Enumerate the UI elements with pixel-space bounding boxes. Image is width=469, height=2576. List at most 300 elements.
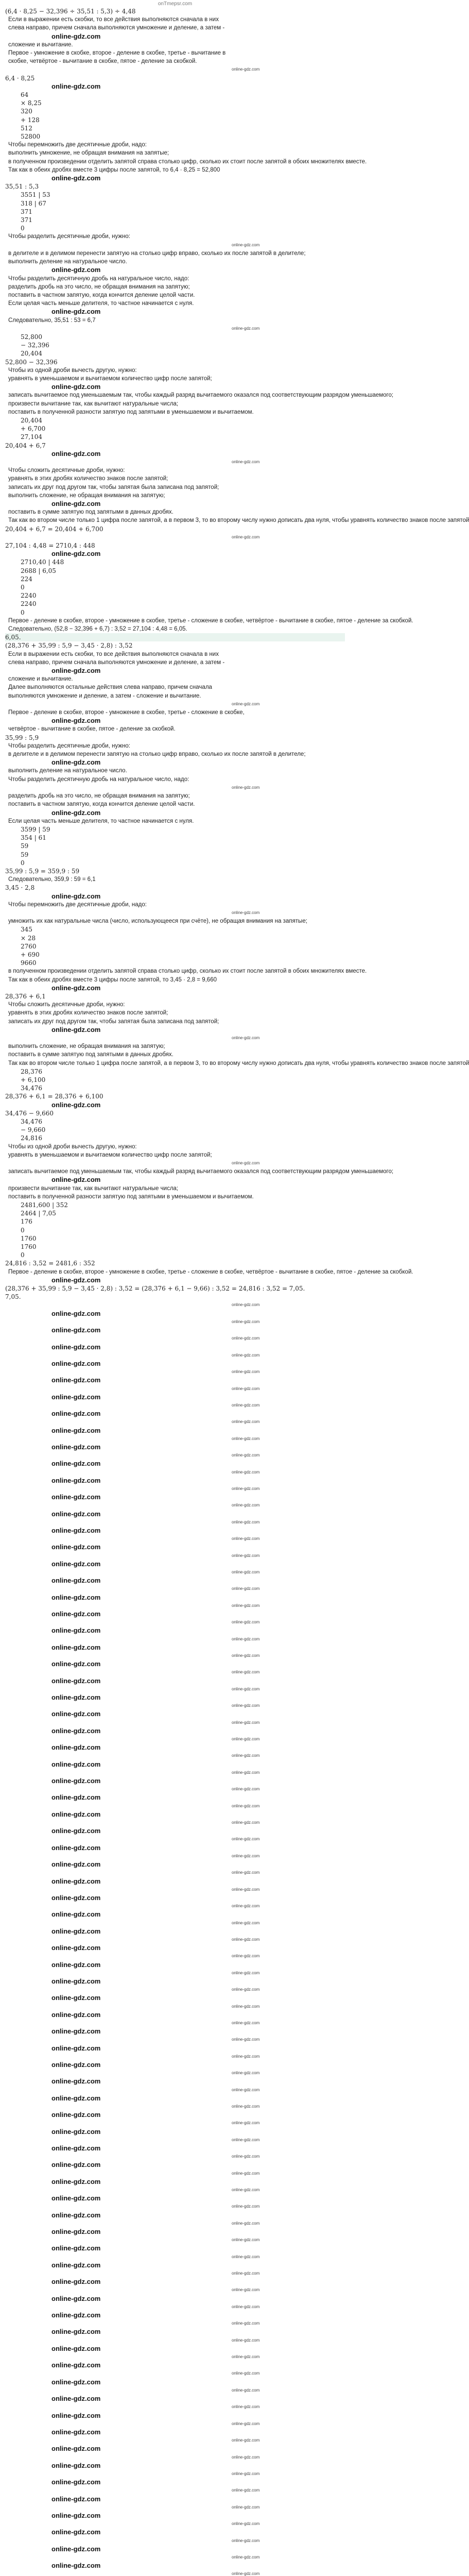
- watermark: online-gdz.com: [51, 1760, 101, 1768]
- watermark: online-gdz.com: [51, 984, 101, 992]
- calc-line: 64: [21, 91, 29, 99]
- watermark: online-gdz.com: [51, 2344, 101, 2352]
- watermark: online-gdz.com: [51, 266, 101, 274]
- watermark: online-gdz.com: [51, 2194, 101, 2202]
- watermark: online-gdz.com: [232, 1486, 260, 1491]
- watermark: online-gdz.com: [232, 785, 260, 790]
- watermark: online-gdz.com: [232, 2371, 260, 2376]
- watermark: online-gdz.com: [51, 550, 101, 558]
- watermark: online-gdz.com: [51, 2328, 101, 2336]
- watermark: online-gdz.com: [232, 2071, 260, 2076]
- step-text: выполнить сложение, не обращая внимания на запятую;: [8, 1043, 165, 1050]
- watermark: online-gdz.com: [232, 2287, 260, 2293]
- step-text: Далее выполняются остальные действия слева направо, причем сначала: [8, 684, 212, 691]
- watermark: online-gdz.com: [51, 1726, 101, 1735]
- calc-line: 3551 | 53: [21, 191, 50, 199]
- watermark: online-gdz.com: [51, 1493, 101, 1501]
- step-text: Если в выражении есть скобки, то все действия выполняются сначала в них: [8, 651, 219, 657]
- calc-line: 34,476: [21, 1084, 42, 1092]
- solution-content: [5, 7, 469, 2576]
- calc-line: 354 | 61: [21, 834, 46, 842]
- watermark: online-gdz.com: [232, 2054, 260, 2059]
- watermark: online-gdz.com: [232, 2571, 260, 2576]
- calc-line: − 9,660: [21, 1126, 46, 1134]
- step-text: выполнить сложение, не обращая внимания на запятую;: [8, 492, 165, 499]
- calc-line: 24,816: [21, 1134, 42, 1142]
- watermark: online-gdz.com: [51, 1276, 101, 1284]
- watermark: online-gdz.com: [232, 2321, 260, 2326]
- calc-line: 2760: [21, 942, 37, 950]
- step-text: в полученном произведении отделить запятой справа столько цифр, сколько их стоит после запятой в обоих множителях вместе.: [8, 158, 367, 165]
- calc-line: 176: [21, 1218, 32, 1226]
- watermark: online-gdz.com: [232, 1670, 260, 1675]
- watermark: online-gdz.com: [232, 1586, 260, 1591]
- watermark: online-gdz.com: [232, 534, 260, 539]
- watermark: online-gdz.com: [51, 2511, 101, 2519]
- step-text: записать вычитаемое под уменьшаемым так, чтобы каждый разряд вычитаемого оказался под соответствующим разрядом уменьшаемого;: [8, 392, 394, 399]
- watermark: online-gdz.com: [232, 1970, 260, 1975]
- watermark: online-gdz.com: [51, 2027, 101, 2036]
- step-text: (28,376 + 35,99 : 5,9 − 3,45 · 2,8) : 3,52: [5, 642, 133, 650]
- watermark: online-gdz.com: [51, 1526, 101, 1534]
- step-text: 24,816 : 3,52 = 2481,6 : 352: [5, 1260, 95, 1267]
- step-text: 3,45 · 2,8: [5, 884, 35, 892]
- watermark: online-gdz.com: [51, 1460, 101, 1468]
- step-text: Так как во втором числе только 1 цифра после запятой, а в первом 3, то во второму числу нужно дописать два нуля, чтобы уравнять количество знаков после запятой: [8, 1060, 469, 1066]
- watermark: online-gdz.com: [51, 1577, 101, 1585]
- watermark: online-gdz.com: [51, 2495, 101, 2503]
- watermark: online-gdz.com: [51, 1176, 101, 1184]
- watermark: online-gdz.com: [232, 1703, 260, 1708]
- step-text: 27,104 : 4,48 = 2710,4 : 448: [5, 542, 95, 549]
- step-text: 28,376 + 6,1: [5, 992, 46, 1000]
- watermark: online-gdz.com: [232, 1402, 260, 1408]
- step-text: выполнить деление на натуральное число.: [8, 768, 127, 774]
- calc-line: 318 | 67: [21, 199, 46, 207]
- watermark: online-gdz.com: [51, 2094, 101, 2102]
- calc-line: 371: [21, 208, 32, 215]
- calc-line: 2464 | 7,05: [21, 1210, 56, 1217]
- watermark: online-gdz.com: [232, 1319, 260, 1324]
- watermark: online-gdz.com: [51, 2294, 101, 2302]
- watermark: online-gdz.com: [51, 1977, 101, 1985]
- watermark: online-gdz.com: [51, 2127, 101, 2136]
- calc-line: 3599 | 59: [21, 825, 50, 833]
- step-text: Если в выражении есть скобки, то все действия выполняются сначала в них: [8, 16, 219, 23]
- step-text: Чтобы перемножить две десятичные дроби, надо:: [8, 142, 147, 148]
- watermark: online-gdz.com: [51, 1393, 101, 1401]
- watermark: online-gdz.com: [232, 2304, 260, 2309]
- watermark: online-gdz.com: [232, 1369, 260, 1375]
- watermark: online-gdz.com: [51, 1893, 101, 1902]
- watermark: online-gdz.com: [232, 1737, 260, 1742]
- step-text: Если целая часть меньше делителя, то частное начинается с нуля.: [8, 818, 194, 824]
- watermark: online-gdz.com: [232, 701, 260, 706]
- watermark: online-gdz.com: [232, 2238, 260, 2243]
- watermark: online-gdz.com: [232, 1469, 260, 1475]
- step-text: (6,4 · 8,25 − 32,396 ÷ 35,51 : 5,3) ÷ 4,48: [5, 8, 136, 15]
- watermark: online-gdz.com: [232, 1920, 260, 1925]
- step-text: Чтобы разделить десятичные дроби, нужно:: [8, 742, 130, 749]
- calc-line: 34,476: [21, 1118, 42, 1126]
- watermark: online-gdz.com: [51, 1827, 101, 1835]
- step-text: Первое - умножение в скобке, второе - деление в скобке, третье - вычитание в: [8, 50, 226, 57]
- watermark: online-gdz.com: [51, 308, 101, 316]
- calc-line: 0: [21, 608, 25, 616]
- watermark: online-gdz.com: [51, 1100, 101, 1109]
- watermark: online-gdz.com: [51, 1626, 101, 1635]
- watermark: online-gdz.com: [51, 1994, 101, 2002]
- watermark: online-gdz.com: [232, 1386, 260, 1391]
- watermark: online-gdz.com: [232, 1653, 260, 1658]
- watermark: online-gdz.com: [51, 1810, 101, 1818]
- watermark: online-gdz.com: [232, 1536, 260, 1541]
- watermark: online-gdz.com: [232, 2087, 260, 2092]
- watermark: online-gdz.com: [232, 2471, 260, 2476]
- watermark: online-gdz.com: [232, 1569, 260, 1574]
- watermark: online-gdz.com: [51, 1660, 101, 1668]
- watermark: online-gdz.com: [232, 1870, 260, 1875]
- watermark: online-gdz.com: [232, 2554, 260, 2560]
- watermark: online-gdz.com: [51, 1410, 101, 1418]
- watermark: online-gdz.com: [51, 2361, 101, 2369]
- watermark: online-gdz.com: [232, 2421, 260, 2426]
- watermark: online-gdz.com: [51, 1777, 101, 1785]
- watermark: online-gdz.com: [232, 1035, 260, 1040]
- watermark: online-gdz.com: [51, 2144, 101, 2152]
- calc-line: 1760: [21, 1243, 37, 1251]
- step-text: выполнить деление на натуральное число.: [8, 259, 127, 265]
- watermark: online-gdz.com: [232, 1636, 260, 1641]
- step-text: Первое - деление в скобке, второе - умножение в скобке, третье - сложение в скобке,: [8, 709, 245, 716]
- step-text: поставить в полученной разности запятую под запятыми в уменьшаемом и вычитаемом.: [8, 409, 254, 415]
- watermark: online-gdz.com: [51, 1676, 101, 1685]
- calc-line: 27,104: [21, 433, 42, 441]
- watermark: online-gdz.com: [51, 2111, 101, 2119]
- step-text: Чтобы из одной дроби вычесть другую, нужно:: [8, 367, 137, 374]
- step-text: Чтобы перемножить две десятичные дроби, надо:: [8, 901, 147, 908]
- calc-line: 320: [21, 108, 32, 115]
- step-text: Так как в обеих дробях вместе 3 цифры после запятой, то 6,4 · 8,25 = 52,800: [8, 166, 220, 173]
- step-text: Чтобы разделить десятичную дробь на натуральное число, надо:: [8, 275, 189, 282]
- watermark: online-gdz.com: [232, 2454, 260, 2460]
- step-text: Так как в обеих дробях вместе 3 цифры после запятой, то 3,45 · 2,8 = 9,660: [8, 976, 217, 983]
- watermark: online-gdz.com: [232, 242, 260, 247]
- watermark: online-gdz.com: [232, 67, 260, 72]
- step-text: Следовательно, 35,51 : 53 = 6,7: [8, 317, 96, 324]
- watermark: online-gdz.com: [51, 2545, 101, 2553]
- watermark: online-gdz.com: [232, 1853, 260, 1858]
- watermark: online-gdz.com: [232, 326, 260, 331]
- step-text: Первое - деление в скобке, второе - умножение в скобке, третье - сложение в скобке, четвёртое - вычитание в скобке, пятое - деление за скобкой.: [8, 1268, 413, 1275]
- watermark: online-gdz.com: [51, 2177, 101, 2185]
- watermark: online-gdz.com: [51, 174, 101, 182]
- step-text: произвести вычитание так, как вычитают натуральные числа;: [8, 400, 179, 407]
- calc-line: + 6,700: [21, 425, 46, 433]
- watermark: online-gdz.com: [51, 1025, 101, 1033]
- watermark: online-gdz.com: [232, 1503, 260, 1508]
- watermark: online-gdz.com: [51, 1793, 101, 1802]
- watermark: online-gdz.com: [51, 2278, 101, 2286]
- calc-line: 2688 | 6,05: [21, 567, 56, 574]
- step-text: в полученном произведении отделить запятой справа столько цифр, сколько их стоит после запятой в обоих множителях вместе.: [8, 968, 367, 975]
- calc-line: − 32,396: [21, 342, 49, 349]
- step-text: поставить в полученной разности запятую под запятыми в уменьшаемом и вычитаемом.: [8, 1193, 254, 1200]
- watermark: online-gdz.com: [51, 1543, 101, 1551]
- step-text: умножить их как натуральные числа (число, использующееся при счёте), не обращая внимания на запятые;: [8, 918, 307, 925]
- watermark: online-gdz.com: [232, 1620, 260, 1625]
- watermark: online-gdz.com: [51, 2311, 101, 2319]
- step-text: уравнять в уменьшаемом и вычитаемом количество цифр после запятой;: [8, 1151, 212, 1158]
- step-text: Так как во втором числе только 1 цифра после запятой, а в первом 3, то во второму числу нужно дописать два нуля, чтобы уравнять количество знаков после запятой: [8, 517, 469, 524]
- site-header: onTmepsr.com: [158, 1, 193, 7]
- step-text: четвёртое - вычитание в скобке, пятое - деление за скобкой.: [8, 726, 176, 733]
- calc-line: + 690: [21, 951, 40, 958]
- step-text: слева направо, причем сначала выполняются умножение и деление, а затем -: [8, 25, 225, 31]
- step-text: выполняются умножение и деление, а затем - сложение и вычитание.: [8, 692, 201, 699]
- step-text: 35,99 : 5,9 = 359,9 : 59: [5, 867, 80, 875]
- watermark: online-gdz.com: [51, 2478, 101, 2486]
- calc-line: + 6,100: [21, 1076, 46, 1083]
- watermark: online-gdz.com: [232, 2204, 260, 2209]
- step-text: 20,404 + 6,7 = 20,404 + 6,700: [5, 525, 103, 533]
- watermark: online-gdz.com: [232, 1553, 260, 1558]
- watermark: online-gdz.com: [51, 1326, 101, 1334]
- watermark: online-gdz.com: [51, 1960, 101, 1969]
- watermark: online-gdz.com: [51, 1860, 101, 1869]
- step-text: Если целая часть меньше делителя, то частное начинается с нуля.: [8, 300, 194, 307]
- watermark: online-gdz.com: [232, 2404, 260, 2410]
- calc-line: 52800: [21, 133, 41, 141]
- watermark: online-gdz.com: [232, 1787, 260, 1792]
- watermark: online-gdz.com: [51, 2395, 101, 2403]
- step-text: поставить в частном запятую, когда кончится деление целой части.: [8, 801, 195, 808]
- watermark: online-gdz.com: [51, 2044, 101, 2052]
- calc-line: 0: [21, 225, 25, 232]
- calc-line: 59: [21, 842, 29, 850]
- watermark: online-gdz.com: [51, 2211, 101, 2219]
- calc-line: 0: [21, 584, 25, 591]
- watermark: online-gdz.com: [51, 1910, 101, 1919]
- watermark: online-gdz.com: [51, 1376, 101, 1384]
- step-text: произвести вычитание так, как вычитают натуральные числа;: [8, 1185, 179, 1192]
- step-text: 34,476 − 9,660: [5, 1109, 54, 1117]
- watermark: online-gdz.com: [232, 1419, 260, 1425]
- watermark: online-gdz.com: [51, 758, 101, 767]
- watermark: online-gdz.com: [51, 449, 101, 457]
- watermark: online-gdz.com: [232, 2121, 260, 2126]
- calc-line: 2710,40 | 448: [21, 558, 64, 566]
- watermark: online-gdz.com: [232, 2254, 260, 2259]
- watermark: online-gdz.com: [232, 2020, 260, 2025]
- watermark: online-gdz.com: [232, 1753, 260, 1758]
- watermark: online-gdz.com: [232, 459, 260, 464]
- watermark: online-gdz.com: [51, 1743, 101, 1752]
- watermark: online-gdz.com: [232, 1453, 260, 1458]
- watermark: online-gdz.com: [51, 2161, 101, 2169]
- step-text: 6,05.: [5, 633, 345, 641]
- step-text: выполнить умножение, не обращая внимания на запятые;: [8, 150, 169, 157]
- step-text: Следовательно, 359,9 : 59 = 6,1: [8, 876, 96, 883]
- calc-line: 2481,600 | 352: [21, 1201, 68, 1209]
- calc-line: 2240: [21, 592, 37, 600]
- watermark: online-gdz.com: [51, 1343, 101, 1351]
- watermark: online-gdz.com: [232, 2188, 260, 2193]
- watermark: online-gdz.com: [51, 2428, 101, 2436]
- step-text: записать их друг под другом так, чтобы запятая была записана под запятой;: [8, 1018, 219, 1025]
- watermark: online-gdz.com: [232, 1352, 260, 1358]
- step-text: поставить в сумме запятую под запятыми в данных дробях.: [8, 509, 173, 516]
- step-text: записать их друг под другом так, чтобы запятая была записана под запятой;: [8, 484, 219, 490]
- step-text: разделить дробь на это число, не обращая внимания на запятую;: [8, 793, 190, 800]
- calc-line: 2240: [21, 600, 37, 608]
- watermark: online-gdz.com: [51, 1927, 101, 1935]
- watermark: online-gdz.com: [51, 808, 101, 817]
- step-text: уравнять в этих дробях количество знаков после запятой;: [8, 1010, 168, 1016]
- watermark: online-gdz.com: [51, 1693, 101, 1702]
- watermark: online-gdz.com: [232, 2387, 260, 2393]
- watermark: online-gdz.com: [51, 1643, 101, 1651]
- watermark: online-gdz.com: [232, 1603, 260, 1608]
- step-text: в делителе и в делимом перенести запятую на столько цифр вправо, сколько их после запятой в делителе;: [8, 250, 306, 257]
- step-text: 6,4 · 8,25: [5, 74, 35, 82]
- watermark: online-gdz.com: [232, 1302, 260, 1308]
- step-text: Чтобы сложить десятичные дроби, нужно:: [8, 1002, 125, 1008]
- watermark: online-gdz.com: [232, 2037, 260, 2042]
- watermark: online-gdz.com: [51, 1710, 101, 1718]
- watermark: online-gdz.com: [51, 82, 101, 90]
- step-text: поставить в сумме запятую под запятыми в данных дробях.: [8, 1052, 173, 1058]
- watermark: online-gdz.com: [51, 32, 101, 40]
- step-text: Чтобы сложить десятичные дроби, нужно:: [8, 467, 125, 474]
- calc-line: 512: [21, 124, 32, 132]
- watermark: online-gdz.com: [232, 910, 260, 915]
- calc-line: 1760: [21, 1234, 37, 1242]
- step-text: сложение и вычитание.: [8, 41, 73, 48]
- watermark: online-gdz.com: [51, 717, 101, 725]
- calc-line: 9660: [21, 959, 37, 967]
- step-text: 28,376 + 6,1 = 28,376 + 6,100: [5, 1093, 103, 1100]
- watermark: online-gdz.com: [232, 1887, 260, 1892]
- watermark: online-gdz.com: [51, 2261, 101, 2269]
- watermark: online-gdz.com: [51, 1593, 101, 1601]
- calc-line: × 8,25: [21, 99, 42, 107]
- watermark: online-gdz.com: [232, 2271, 260, 2276]
- watermark: online-gdz.com: [232, 1904, 260, 1909]
- step-text: Чтобы из одной дроби вычесть другую, нужно:: [8, 1143, 137, 1150]
- watermark: online-gdz.com: [51, 2461, 101, 2469]
- watermark: online-gdz.com: [51, 2378, 101, 2386]
- watermark: online-gdz.com: [232, 2137, 260, 2142]
- step-text: в делителе и в делимом перенести запятую на столько цифр вправо, сколько их после запятой в делителе;: [8, 751, 306, 758]
- watermark: online-gdz.com: [232, 1954, 260, 1959]
- watermark: online-gdz.com: [232, 1436, 260, 1441]
- step-text: 52,800 − 32,396: [5, 358, 58, 366]
- calc-line: 0: [21, 1251, 25, 1259]
- watermark: online-gdz.com: [51, 2010, 101, 2019]
- watermark: online-gdz.com: [232, 2221, 260, 2226]
- step-text: Первое - деление в скобке, второе - умножение в скобке, третье - сложение в скобке, четвёртое - вычитание в скобке, пятое - деление за скобкой.: [8, 617, 413, 624]
- watermark: online-gdz.com: [232, 1837, 260, 1842]
- calc-line: + 128: [21, 116, 40, 124]
- watermark: online-gdz.com: [51, 2077, 101, 2086]
- watermark: online-gdz.com: [232, 1519, 260, 1524]
- watermark: online-gdz.com: [51, 2528, 101, 2536]
- calc-line: 52,800: [21, 333, 42, 341]
- watermark: online-gdz.com: [232, 1336, 260, 1341]
- watermark: online-gdz.com: [51, 892, 101, 900]
- step-text: 7,05.: [5, 1293, 21, 1301]
- calc-line: 59: [21, 851, 29, 858]
- watermark: online-gdz.com: [51, 2244, 101, 2252]
- watermark: online-gdz.com: [232, 1161, 260, 1166]
- watermark: online-gdz.com: [232, 2154, 260, 2159]
- watermark: online-gdz.com: [232, 2171, 260, 2176]
- step-text: скобке, четвёртое - вычитание в скобке, пятое - деление за скобкой.: [8, 58, 197, 65]
- watermark: online-gdz.com: [232, 2004, 260, 2009]
- calc-line: 20,404: [21, 350, 42, 358]
- step-text: Чтобы разделить десятичные дроби, нужно:: [8, 233, 130, 240]
- watermark: online-gdz.com: [232, 2337, 260, 2343]
- watermark: online-gdz.com: [232, 2504, 260, 2510]
- watermark: online-gdz.com: [232, 2521, 260, 2527]
- watermark: online-gdz.com: [232, 2488, 260, 2493]
- watermark: online-gdz.com: [51, 2060, 101, 2069]
- watermark: online-gdz.com: [51, 383, 101, 391]
- watermark: online-gdz.com: [51, 1476, 101, 1484]
- calc-line: 224: [21, 575, 32, 583]
- watermark: online-gdz.com: [232, 2104, 260, 2109]
- watermark: online-gdz.com: [232, 1686, 260, 1691]
- watermark: online-gdz.com: [232, 2438, 260, 2443]
- step-text: Следовательно, (52,8 − 32,396 + 6,7) : 3,52 = 27,104 : 4,48 = 6,05.: [8, 626, 187, 633]
- watermark: online-gdz.com: [232, 1770, 260, 1775]
- calc-line: × 28: [21, 934, 36, 942]
- watermark: online-gdz.com: [51, 1610, 101, 1618]
- watermark: online-gdz.com: [51, 1510, 101, 1518]
- watermark: online-gdz.com: [232, 1937, 260, 1942]
- calc-line: 0: [21, 859, 25, 867]
- watermark: online-gdz.com: [232, 2354, 260, 2360]
- watermark: online-gdz.com: [232, 2538, 260, 2543]
- watermark: online-gdz.com: [51, 2445, 101, 2453]
- step-text: Чтобы разделить десятичную дробь на натуральное число, надо:: [8, 776, 189, 783]
- step-text: 35,51 : 5,3: [5, 183, 39, 191]
- watermark: online-gdz.com: [51, 1426, 101, 1434]
- step-text: разделить дробь на это число, не обращая внимания на запятую;: [8, 283, 190, 290]
- watermark: online-gdz.com: [51, 1560, 101, 1568]
- calc-line: 20,404: [21, 416, 42, 424]
- watermark: online-gdz.com: [51, 667, 101, 675]
- watermark: online-gdz.com: [51, 1944, 101, 1952]
- watermark: online-gdz.com: [51, 1877, 101, 1885]
- step-text: 20,404 + 6,7: [5, 442, 46, 449]
- calc-line: 0: [21, 1226, 25, 1234]
- step-text: поставить в частном запятую, когда кончится деление целой части.: [8, 292, 195, 298]
- calc-line: 345: [21, 926, 32, 934]
- watermark: online-gdz.com: [51, 1843, 101, 1852]
- watermark: online-gdz.com: [51, 2228, 101, 2236]
- calc-line: 371: [21, 216, 32, 224]
- watermark: online-gdz.com: [51, 2411, 101, 2419]
- watermark: online-gdz.com: [51, 1309, 101, 1317]
- watermark: online-gdz.com: [51, 499, 101, 507]
- step-text: (28,376 + 35,99 : 5,9 − 3,45 · 2,8) : 3,52 = (28,376 + 6,1 − 9,66) : 3,52 = 24,816 : 3,52 = 7,05.: [5, 1285, 305, 1293]
- step-text: слева направо, причем сначала выполняются умножение и деление, а затем -: [8, 659, 225, 666]
- watermark: online-gdz.com: [232, 1720, 260, 1725]
- step-text: записать вычитаемое под уменьшаемым так, чтобы каждый разряд вычитаемого оказался под соответствующим разрядом уменьшаемого;: [8, 1168, 394, 1175]
- step-text: уравнять в уменьшаемом и вычитаемом количество цифр после запятой;: [8, 375, 212, 382]
